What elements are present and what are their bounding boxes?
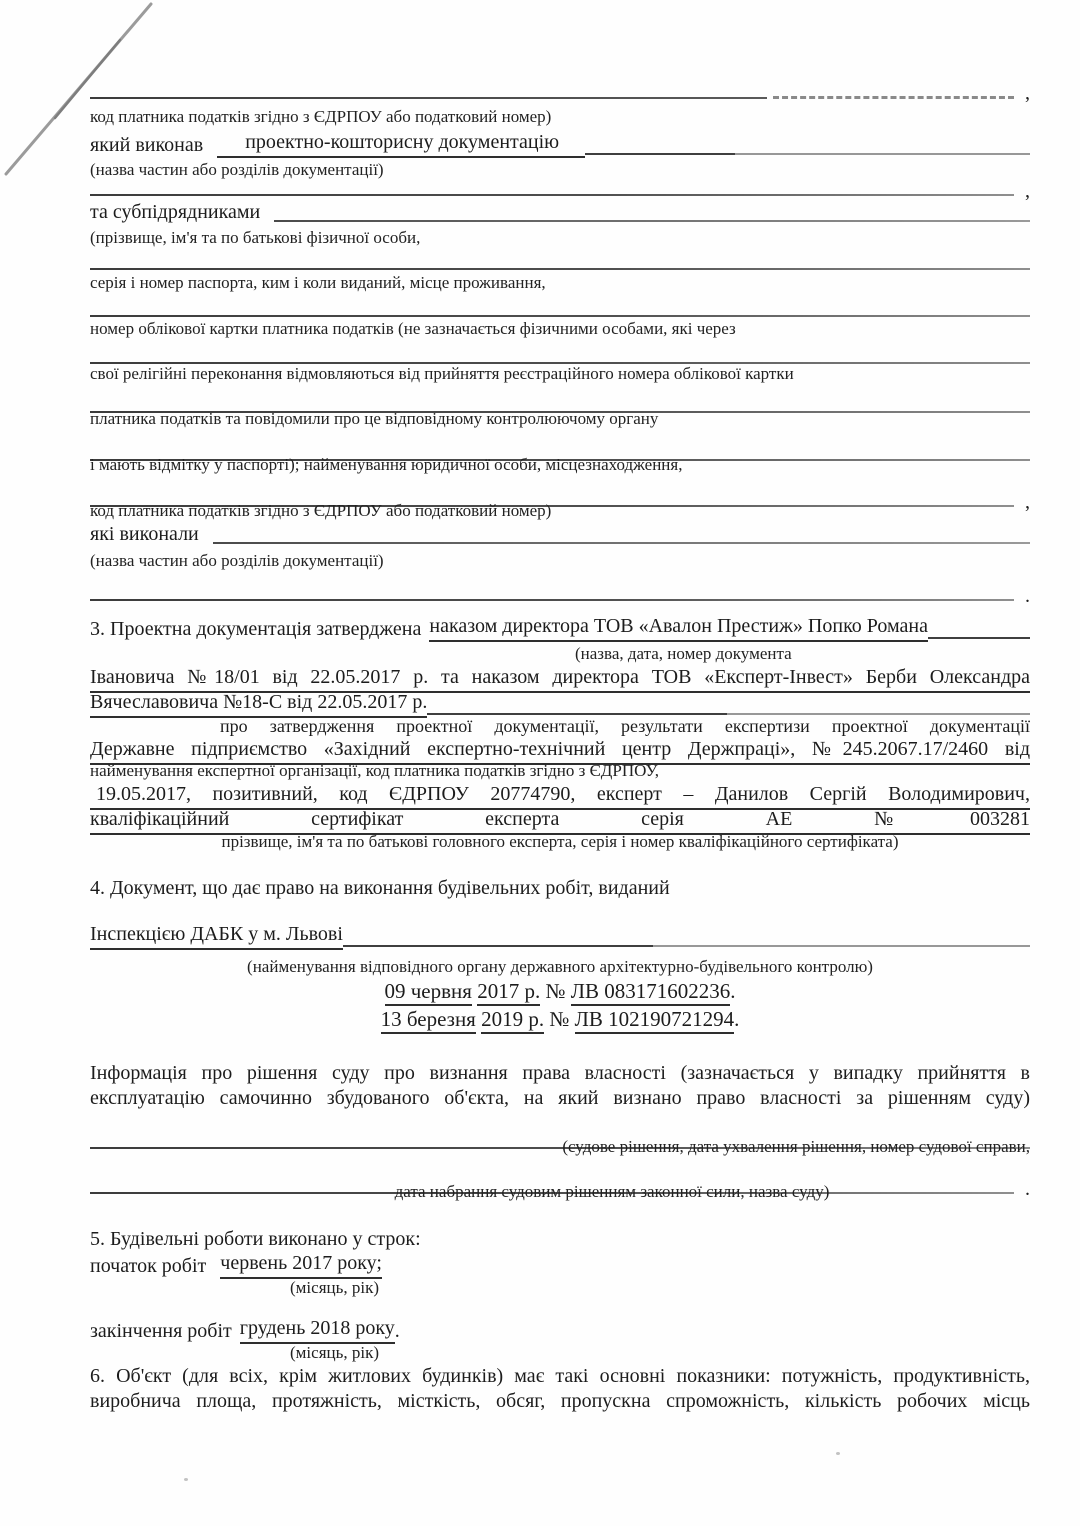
court-info-2: експлуатацію самочинно збудованого об'єкта, на який визнано право власності за рішенням суду) <box>90 1087 1030 1109</box>
work-end-period: . <box>394 1320 400 1342</box>
permit2-year: 2019 р. <box>481 1007 544 1034</box>
caption-court-decision: (судове рішення, дата ухвалення рішення, номер судової справи, <box>562 1137 1030 1156</box>
caption-passport: серія і номер паспорта, ким і коли виданий, місце проживання, <box>90 273 546 292</box>
caption-doc: (назва, дата, номер документа <box>575 644 792 663</box>
executed-by-plural-label: які виконали <box>90 523 199 545</box>
filler-line <box>274 220 1030 222</box>
permit1-num-sign: № <box>545 979 566 1003</box>
empty-field-end-of-block <box>90 585 1030 607</box>
permit2-date: 13 березня <box>381 1007 476 1034</box>
filler-line <box>727 713 1030 715</box>
permit-line-2 <box>90 1007 1030 1032</box>
caption-tax-id-2: код платника податків згідно з ЄДРПОУ або податковий номер) <box>90 501 552 520</box>
court-info-1: Інформація про рішення суду про визнання права власності (зазначається у випадку прийняття в <box>90 1062 1030 1084</box>
document-content <box>90 0 1030 1526</box>
executed-by-row <box>90 130 1030 158</box>
field-line <box>90 315 1030 317</box>
subcontractors-row <box>90 200 1030 225</box>
empty-field-subcontractor-name <box>90 180 1030 202</box>
permit1-year: 2017 р. <box>477 979 540 1006</box>
trailing-comma: , <box>1025 491 1030 513</box>
filler-line <box>343 945 653 947</box>
section6-line-1: 6. Об'єкт (для всіх, крім житлових будинків) має такі основні показники: потужність, продуктивність, <box>90 1365 1030 1387</box>
trailing-period: . <box>1025 585 1030 607</box>
executed-by-label: який виконав <box>90 134 204 156</box>
executed-by-plural-row <box>90 522 1030 547</box>
section3-expertise-1: Державне підприємство «Західний експертно-технічний центр Держпраці», №245.2067.17/2460 від <box>90 737 1030 765</box>
section3-expertise-3: кваліфікаційний сертифікат експерта серія АЕ №003281 <box>90 807 1030 835</box>
caption-expertise: про затвердження проектної документації, результати експертизи проектної документації <box>220 716 1030 736</box>
filler-line <box>585 153 735 155</box>
section3-intro: 3. Проектна документація затверджена <box>90 618 422 640</box>
section3-intro-row <box>90 614 1030 642</box>
permit-line-1 <box>90 979 1030 1004</box>
subcontractors-label: та субпідрядниками <box>90 201 261 223</box>
filler-line <box>735 153 1030 155</box>
permit2-num-sign: № <box>549 1007 570 1031</box>
filler-line <box>427 713 727 715</box>
trailing-comma: , <box>1025 180 1030 202</box>
caption-tax-card-4: і мають відмітку у паспорті); найменування юридичної особи, місцезнаходження, <box>90 455 683 474</box>
work-start-value-text: червень 2017 року <box>220 1252 377 1274</box>
filler-line <box>928 637 1030 639</box>
section3-approval-3-row <box>90 690 1030 718</box>
section3-approval-3: Вячеславовича №18-С від 22.05.2017 р. <box>90 690 427 718</box>
trailing-comma: , <box>1025 82 1030 104</box>
section6-line-2: виробнича площа, протяжність, місткість, обсяг, пропускна спроможність, кількість робочих місць <box>90 1390 1030 1412</box>
field-line <box>90 97 767 99</box>
caption-expert: прізвище, ім'я та по батькові головного експерта, серія і номер кваліфікаційного сертифіката) <box>221 832 899 851</box>
filler-line <box>213 542 1030 544</box>
issuer-value: Інспекцією ДАБК у м. Львові <box>90 922 343 950</box>
permit2-number: ЛВ 102190721294 <box>575 1007 735 1034</box>
section5-title: 5. Будівельні роботи виконано у строк: <box>90 1228 421 1250</box>
field-line <box>90 268 1030 270</box>
section4-title: 4. Документ, що дає право на виконання будівельних робіт, виданий <box>90 877 670 899</box>
section3-approval-1: наказом директора ТОВ «Авалон Престиж» Попко Романа <box>429 614 928 642</box>
caption-tax-card-1: номер облікової картки платника податків (не зазначається фізичними особами, які через <box>90 319 736 338</box>
trailing-period: . <box>1025 1178 1030 1200</box>
empty-field-tax-id-1 <box>90 82 1030 104</box>
work-end-label: закінчення робіт <box>90 1320 232 1342</box>
caption-tax-card-2: свої релігійні переконання відмовляються від прийняття реєстраційного номера облікової картки <box>90 364 794 383</box>
caption-month-2: (місяць, рік) <box>290 1343 380 1362</box>
work-start-value <box>220 1251 382 1279</box>
permit1-date: 09 червня <box>385 979 472 1006</box>
section3-approval-2: Івановича №18/01 від 22.05.2017 р. та наказом директора ТОВ «Експерт-Інвест» Берби Олександра <box>90 665 1030 693</box>
work-start-label: початок робіт <box>90 1255 207 1277</box>
work-start-semicolon: ; <box>376 1252 382 1274</box>
caption-tax-card-3: платника податків та повідомили про це відповідному контролюючому органу <box>90 409 659 428</box>
empty-field-passport <box>90 268 1030 270</box>
field-line <box>90 599 1014 601</box>
issuer-row <box>90 922 1030 950</box>
caption-month-1: (місяць, рік) <box>290 1278 380 1297</box>
work-end-row <box>90 1316 1030 1344</box>
caption-court-force: дата набрання судовим рішенням законної сили, назва суду) <box>394 1182 830 1201</box>
work-start-row <box>90 1251 1030 1279</box>
filler-line <box>653 945 1030 947</box>
caption-parts-2: (назва частин або розділів документації) <box>90 551 384 570</box>
permit1-period: . <box>730 979 736 1003</box>
field-line-dashed <box>773 96 1014 99</box>
caption-parts-1: (назва частин або розділів документації) <box>90 160 384 179</box>
field-line <box>90 194 1014 196</box>
executed-by-value: проектно-кошторисну документацію <box>217 130 585 158</box>
permit1-number: ЛВ 083171602236 <box>571 979 731 1006</box>
caption-person: (прізвище, ім'я та по батькові фізичної особи, <box>90 228 421 247</box>
section3-expertise-2: 19.05.2017, позитивний, код ЄДРПОУ 20774790, експерт – Данилов Сергій Володимирович, <box>90 782 1030 810</box>
caption-authority: (найменування відповідного органу державного архітектурно-будівельного контролю) <box>247 957 873 976</box>
work-end-value: грудень 2018 року <box>240 1316 395 1344</box>
permit2-period: . <box>734 1007 740 1031</box>
empty-field-tax-card-1 <box>90 315 1030 317</box>
caption-tax-id-1: код платника податків згідно з ЄДРПОУ або податковий номер) <box>90 107 552 126</box>
caption-org: найменування експертної організації, код платника податків згідно з ЄДРПОУ, <box>90 761 659 780</box>
